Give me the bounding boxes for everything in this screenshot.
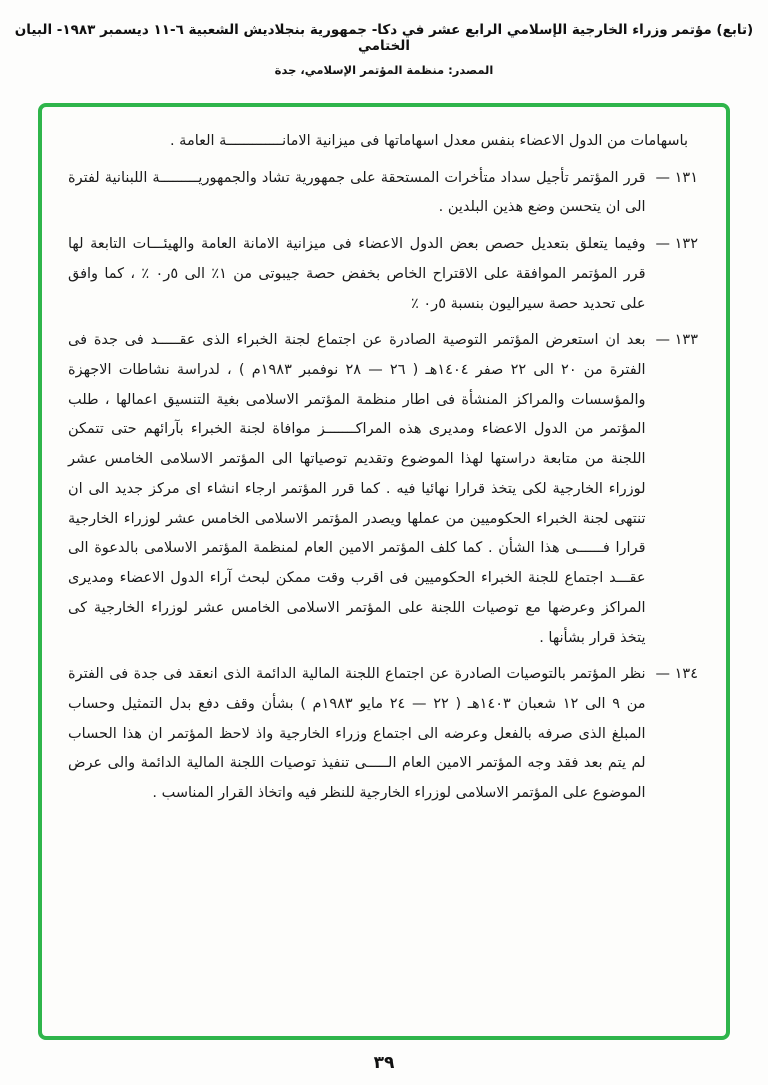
paragraph-133 — [68, 326, 698, 653]
paragraph-number: ١٣٣ — — [655, 332, 698, 349]
paragraph-text: وفيما يتعلق بتعديل حصص بعض الدول الاعضاء فى ميزانية الامانة العامة والهيئـــات التابعة لها قرر المؤتمر الموافقة على الاقتراح الخاص بخفض حصة جيبوتى من ١٪ الى ٥ر٠ ٪ ، كما وافق على تحديد حصة سيراليون بنسبة ٥ر٠ ٪ — [68, 236, 646, 312]
paragraph-text: قرر المؤتمر تأجيل سداد متأخرات المستحقة على جمهورية تشاد والجمهوريـــــــــة اللبنانية لفترة الى ان يتحسن وضع هذين البلدين . — [68, 169, 646, 216]
header-title: (تابع) مؤتمر وزراء الخارجية الإسلامي الرابع عشر في دكا- جمهورية بنجلاديش الشعبية ٦-١١ ديسمبر ١٩٨٣- البيان الختامي — [14, 22, 754, 54]
header-source: المصدر: منظمة المؤتمر الإسلامي، جدة — [274, 63, 494, 77]
green-border-content-box — [38, 103, 730, 1040]
paragraph-132 — [68, 230, 698, 319]
paragraph-text: بعد ان استعرض المؤتمر التوصية الصادرة عن اجتماع لجنة الخبراء الذى عقـــــد فى جدة فى الفترة من ٢٠ الى ٢٢ صفر ١٤٠٤هـ ( ٢٦ — ٢٨ نوفمبر ١٩٨٣م ) ، لدراسة نشاطات الاجهزة والمؤسسات والمراكز المنشأة فى اطار منظمة المؤتمر الاسلامى بغية التنسيق اعمالها ، طلب المؤتمر من الدول الاعضاء ومديرى هذه المراكـــــــز موافاة لجنة الخبراء بآرائهم حتى تتمكن اللجنة من متابعة دراستها لهذا الموضوع وتقديم توصياتها الى المؤتمر الاسلامى الخامس عشر لوزراء الخارجية لكى يتخذ قرارا نهائيا فيه . كما قرر المؤتمر ارجاء انشاء اى مركز جديد الى ان تنتهى لجنة الخبراء الحكوميين من عملها ويصدر المؤتمر الاسلامى الخامس عشر لوزراء الخارجية قرارا فــــــى هذا الشأن . كما كلف المؤتمر الامين العام لمنظمة المؤتمر الاسلامى بالدعوة الى عقـــد اجتماع للجنة الخبراء الحكوميين فى اقرب وقت ممكن لبحث آراء الدول الاعضاء ومديرى المراكز وعرضها مع توصيات اللجنة على المؤتمر الاسلامى الخامس عشر لوزراء الخارجية كى يتخذ قرار بشأنها . — [68, 332, 646, 646]
document-header — [0, 0, 768, 77]
paragraph-text: نظر المؤتمر بالتوصيات الصادرة عن اجتماع اللجنة المالية الدائمة الذى انعقد فى جدة فى الفترة من ٩ الى ١٢ شعبان ١٤٠٣هـ ( ٢٢ — ٢٤ مايو ١٩٨٣م ) بشأن وقف دفع بدل التمثيل وحساب المبلغ الذى صرفه بالفعل وعرضه الى اجتماع وزراء الخارجية واذ لاحظ المؤتمر ان هذا الحساب لم يتم بعد فقد وجه المؤتمر الامين العام الـــــى تنفيذ توصيات اللجنة المالية الدائمة والى عرض الموضوع على المؤتمر الاسلامى لوزراء الخارجية للنظر فيه واتخاذ القرار المناسب . — [68, 666, 646, 802]
paragraph-134 — [68, 660, 698, 809]
paragraph-continuation — [68, 127, 698, 157]
paragraph-131 — [68, 164, 698, 223]
paragraph-number: ١٣٢ — — [655, 236, 698, 253]
paragraph-number — [688, 127, 698, 157]
paragraph-number: ١٣٤ — — [655, 666, 698, 683]
paragraph-text: باسهامات من الدول الاعضاء بنفس معدل اسهاماتها فى ميزانية الامانـــــــــــــة العامة . — [169, 133, 688, 149]
page-number: ٣٩ — [373, 1053, 395, 1073]
paragraph-number: ١٣١ — — [655, 169, 698, 186]
